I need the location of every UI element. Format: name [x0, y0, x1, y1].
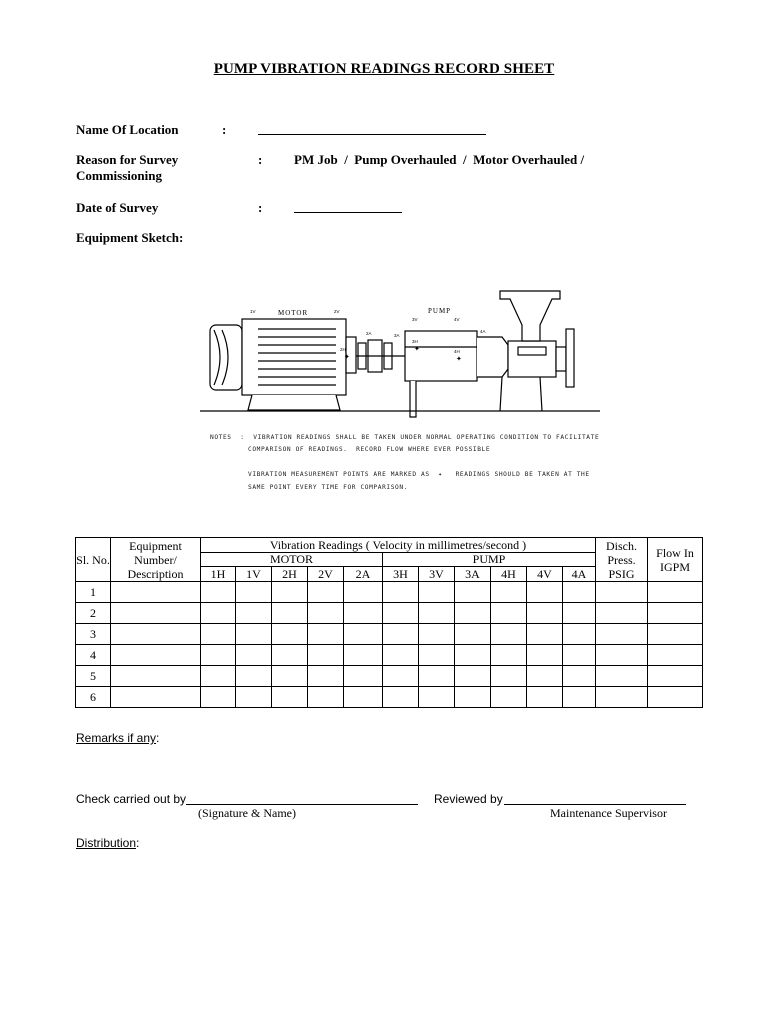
reading-cell[interactable] [383, 645, 419, 666]
date-blank-line[interactable] [294, 212, 402, 213]
reading-cell[interactable] [236, 582, 272, 603]
reading-cell[interactable] [111, 666, 201, 687]
reading-cell[interactable] [596, 624, 648, 645]
reading-cell[interactable] [648, 687, 703, 708]
distribution-colon: : [136, 836, 140, 850]
date-label: Date of Survey [76, 200, 159, 215]
reading-cell[interactable] [272, 624, 308, 645]
row-number: 6 [76, 687, 111, 708]
location-label: Name Of Location [76, 122, 179, 137]
reason-colon: : [258, 152, 263, 167]
reading-cell[interactable] [596, 666, 648, 687]
point-1v-label: 1V [250, 309, 256, 314]
reading-cell[interactable] [596, 603, 648, 624]
reading-cell[interactable] [491, 666, 527, 687]
reading-cell[interactable] [455, 582, 491, 603]
reading-cell[interactable] [648, 582, 703, 603]
reading-cell[interactable] [272, 603, 308, 624]
reading-cell[interactable] [527, 687, 563, 708]
pump-point-header: 4H [491, 567, 527, 582]
reading-cell[interactable] [527, 645, 563, 666]
location-colon: : [222, 122, 227, 137]
row-number: 1 [76, 582, 111, 603]
reading-cell[interactable] [344, 603, 383, 624]
reading-cell[interactable] [419, 582, 455, 603]
measurement-marker: ✦ [456, 355, 462, 363]
reading-cell[interactable] [491, 645, 527, 666]
reading-cell[interactable] [419, 666, 455, 687]
reviewed-label: Reviewed by [434, 792, 503, 806]
remarks-label: Remarks if any [76, 731, 157, 745]
reviewed-signature-line[interactable] [504, 804, 686, 805]
pump-point-header: 3H [383, 567, 419, 582]
equipment-sketch [200, 285, 615, 425]
reading-cell[interactable] [383, 666, 419, 687]
motor-point-header: 2A [344, 567, 383, 582]
sl-no-header: Sl. No. [76, 538, 111, 582]
point-2a-label: 2A [366, 331, 372, 336]
reading-cell[interactable] [111, 603, 201, 624]
motor-point-header: 1H [201, 567, 236, 582]
reading-cell[interactable] [308, 687, 344, 708]
reading-cell[interactable] [111, 687, 201, 708]
pump-point-header: 4V [527, 567, 563, 582]
row-number: 5 [76, 666, 111, 687]
point-3a-label: 3A [394, 333, 400, 338]
motor-point-header: 2V [308, 567, 344, 582]
reading-cell[interactable] [648, 603, 703, 624]
reading-cell[interactable] [201, 582, 236, 603]
notes-line-3: VIBRATION MEASUREMENT POINTS ARE MARKED AS ✦ READINGS SHOULD BE TAKEN AT THE [248, 471, 590, 478]
reading-cell[interactable] [272, 687, 308, 708]
table-row [76, 687, 703, 708]
reading-cell[interactable] [383, 582, 419, 603]
reading-cell[interactable] [236, 603, 272, 624]
reading-cell[interactable] [527, 666, 563, 687]
disch-press-header: Disch. Press. PSIG [596, 538, 648, 582]
reading-cell[interactable] [563, 582, 596, 603]
reading-cell[interactable] [648, 666, 703, 687]
point-3v-label: 3V [412, 317, 418, 322]
table-body [76, 582, 703, 708]
reading-cell[interactable] [596, 687, 648, 708]
reading-cell[interactable] [527, 624, 563, 645]
point-2h-label: 2H [340, 347, 346, 352]
reading-cell[interactable] [596, 582, 648, 603]
reading-cell[interactable] [419, 624, 455, 645]
reading-cell[interactable] [201, 666, 236, 687]
reading-cell[interactable] [527, 582, 563, 603]
check-label: Check carried out by [76, 792, 187, 806]
point-3h-label: 3H [412, 339, 418, 344]
reason-label: Reason for Survey [76, 152, 179, 167]
remarks-colon: : [156, 731, 160, 745]
remarks-line [76, 731, 159, 745]
reading-cell[interactable] [383, 624, 419, 645]
point-4v-label: 4V [454, 317, 460, 322]
reading-cell[interactable] [344, 687, 383, 708]
reading-cell[interactable] [455, 603, 491, 624]
notes-line-1: VIBRATION READINGS SHALL BE TAKEN UNDER NORMAL OPERATING CONDITION TO FACILITATE [253, 434, 600, 441]
reading-cell[interactable] [344, 624, 383, 645]
reading-cell[interactable] [236, 624, 272, 645]
reading-cell[interactable] [201, 603, 236, 624]
reading-cell[interactable] [201, 624, 236, 645]
reading-cell[interactable] [563, 687, 596, 708]
reading-cell[interactable] [455, 645, 491, 666]
reading-cell[interactable] [236, 645, 272, 666]
row-number: 4 [76, 645, 111, 666]
reading-cell[interactable] [383, 687, 419, 708]
reason-options[interactable]: PM Job / Pump Overhauled / Motor Overhauled / [294, 152, 585, 167]
table-row [76, 666, 703, 687]
row-number: 3 [76, 624, 111, 645]
reading-cell[interactable] [455, 624, 491, 645]
measurement-marker: ✦ [344, 353, 350, 361]
table-row [76, 603, 703, 624]
reading-cell[interactable] [527, 603, 563, 624]
vibration-readings-header: Vibration Readings ( Velocity in millimetres/second ) [201, 538, 596, 553]
table-row [76, 624, 703, 645]
reading-cell[interactable] [648, 624, 703, 645]
motor-label: MOTOR [278, 309, 309, 317]
location-blank-line[interactable] [258, 134, 486, 135]
reading-cell[interactable] [272, 582, 308, 603]
sketch-label: Equipment Sketch: [76, 230, 184, 245]
check-signature-line[interactable] [186, 804, 418, 805]
distribution-line [76, 836, 139, 850]
reading-cell[interactable] [383, 603, 419, 624]
reading-cell[interactable] [419, 645, 455, 666]
point-4a-label: 4A [480, 329, 486, 334]
reading-cell[interactable] [491, 603, 527, 624]
notes-line-2: COMPARISON OF READINGS. RECORD FLOW WHERE EVER POSSIBLE [248, 446, 491, 453]
reading-cell[interactable] [344, 666, 383, 687]
reading-cell[interactable] [563, 603, 596, 624]
reading-cell[interactable] [201, 645, 236, 666]
motor-drawing [200, 291, 600, 417]
reading-cell[interactable] [111, 582, 201, 603]
date-colon: : [258, 200, 263, 215]
supervisor-caption: Maintenance Supervisor [550, 806, 667, 820]
reading-cell[interactable] [491, 687, 527, 708]
vibration-readings-table [75, 537, 703, 708]
reading-cell[interactable] [596, 645, 648, 666]
signature-caption: (Signature & Name) [198, 806, 296, 820]
pump-point-header: 3V [419, 567, 455, 582]
notes-head: NOTES : [210, 434, 245, 441]
notes-line-4: SAME POINT EVERY TIME FOR COMPARISON. [248, 484, 409, 491]
reading-cell[interactable] [308, 603, 344, 624]
reading-cell[interactable] [491, 624, 527, 645]
pump-point-header: 3A [455, 567, 491, 582]
distribution-label: Distribution [76, 836, 137, 850]
notes-block [210, 432, 599, 444]
reading-cell[interactable] [111, 645, 201, 666]
motor-point-header: 2H [272, 567, 308, 582]
pump-label: PUMP [428, 307, 452, 315]
reading-cell[interactable] [272, 645, 308, 666]
pump-header: PUMP [383, 553, 596, 567]
reading-cell[interactable] [111, 624, 201, 645]
motor-point-header: 1V [236, 567, 272, 582]
reading-cell[interactable] [308, 582, 344, 603]
flow-header: Flow In IGPM [648, 538, 703, 582]
motor-header: MOTOR [201, 553, 383, 567]
page-title: PUMP VIBRATION READINGS RECORD SHEET [213, 61, 555, 77]
pump-point-header: 4A [563, 567, 596, 582]
reading-cell[interactable] [419, 603, 455, 624]
reading-cell[interactable] [455, 687, 491, 708]
reading-cell[interactable] [563, 624, 596, 645]
measurement-marker: ✦ [414, 345, 420, 353]
reading-cell[interactable] [491, 582, 527, 603]
reading-cell[interactable] [272, 666, 308, 687]
reading-cell[interactable] [563, 645, 596, 666]
reading-cell[interactable] [236, 666, 272, 687]
reason-label-continued: Commissioning [76, 168, 162, 183]
reading-cell[interactable] [308, 624, 344, 645]
reading-cell[interactable] [308, 666, 344, 687]
reading-cell[interactable] [344, 582, 383, 603]
point-4h-label: 4H [454, 349, 460, 354]
reading-cell[interactable] [236, 687, 272, 708]
reading-cell[interactable] [419, 687, 455, 708]
reading-cell[interactable] [308, 645, 344, 666]
point-2v-label: 2V [334, 309, 340, 314]
reading-cell[interactable] [563, 666, 596, 687]
reading-cell[interactable] [648, 645, 703, 666]
equipment-header: Equipment Number/ Description [111, 538, 201, 582]
row-number: 2 [76, 603, 111, 624]
reading-cell[interactable] [344, 645, 383, 666]
table-row [76, 645, 703, 666]
reading-cell[interactable] [455, 666, 491, 687]
table-row [76, 582, 703, 603]
reading-cell[interactable] [201, 687, 236, 708]
